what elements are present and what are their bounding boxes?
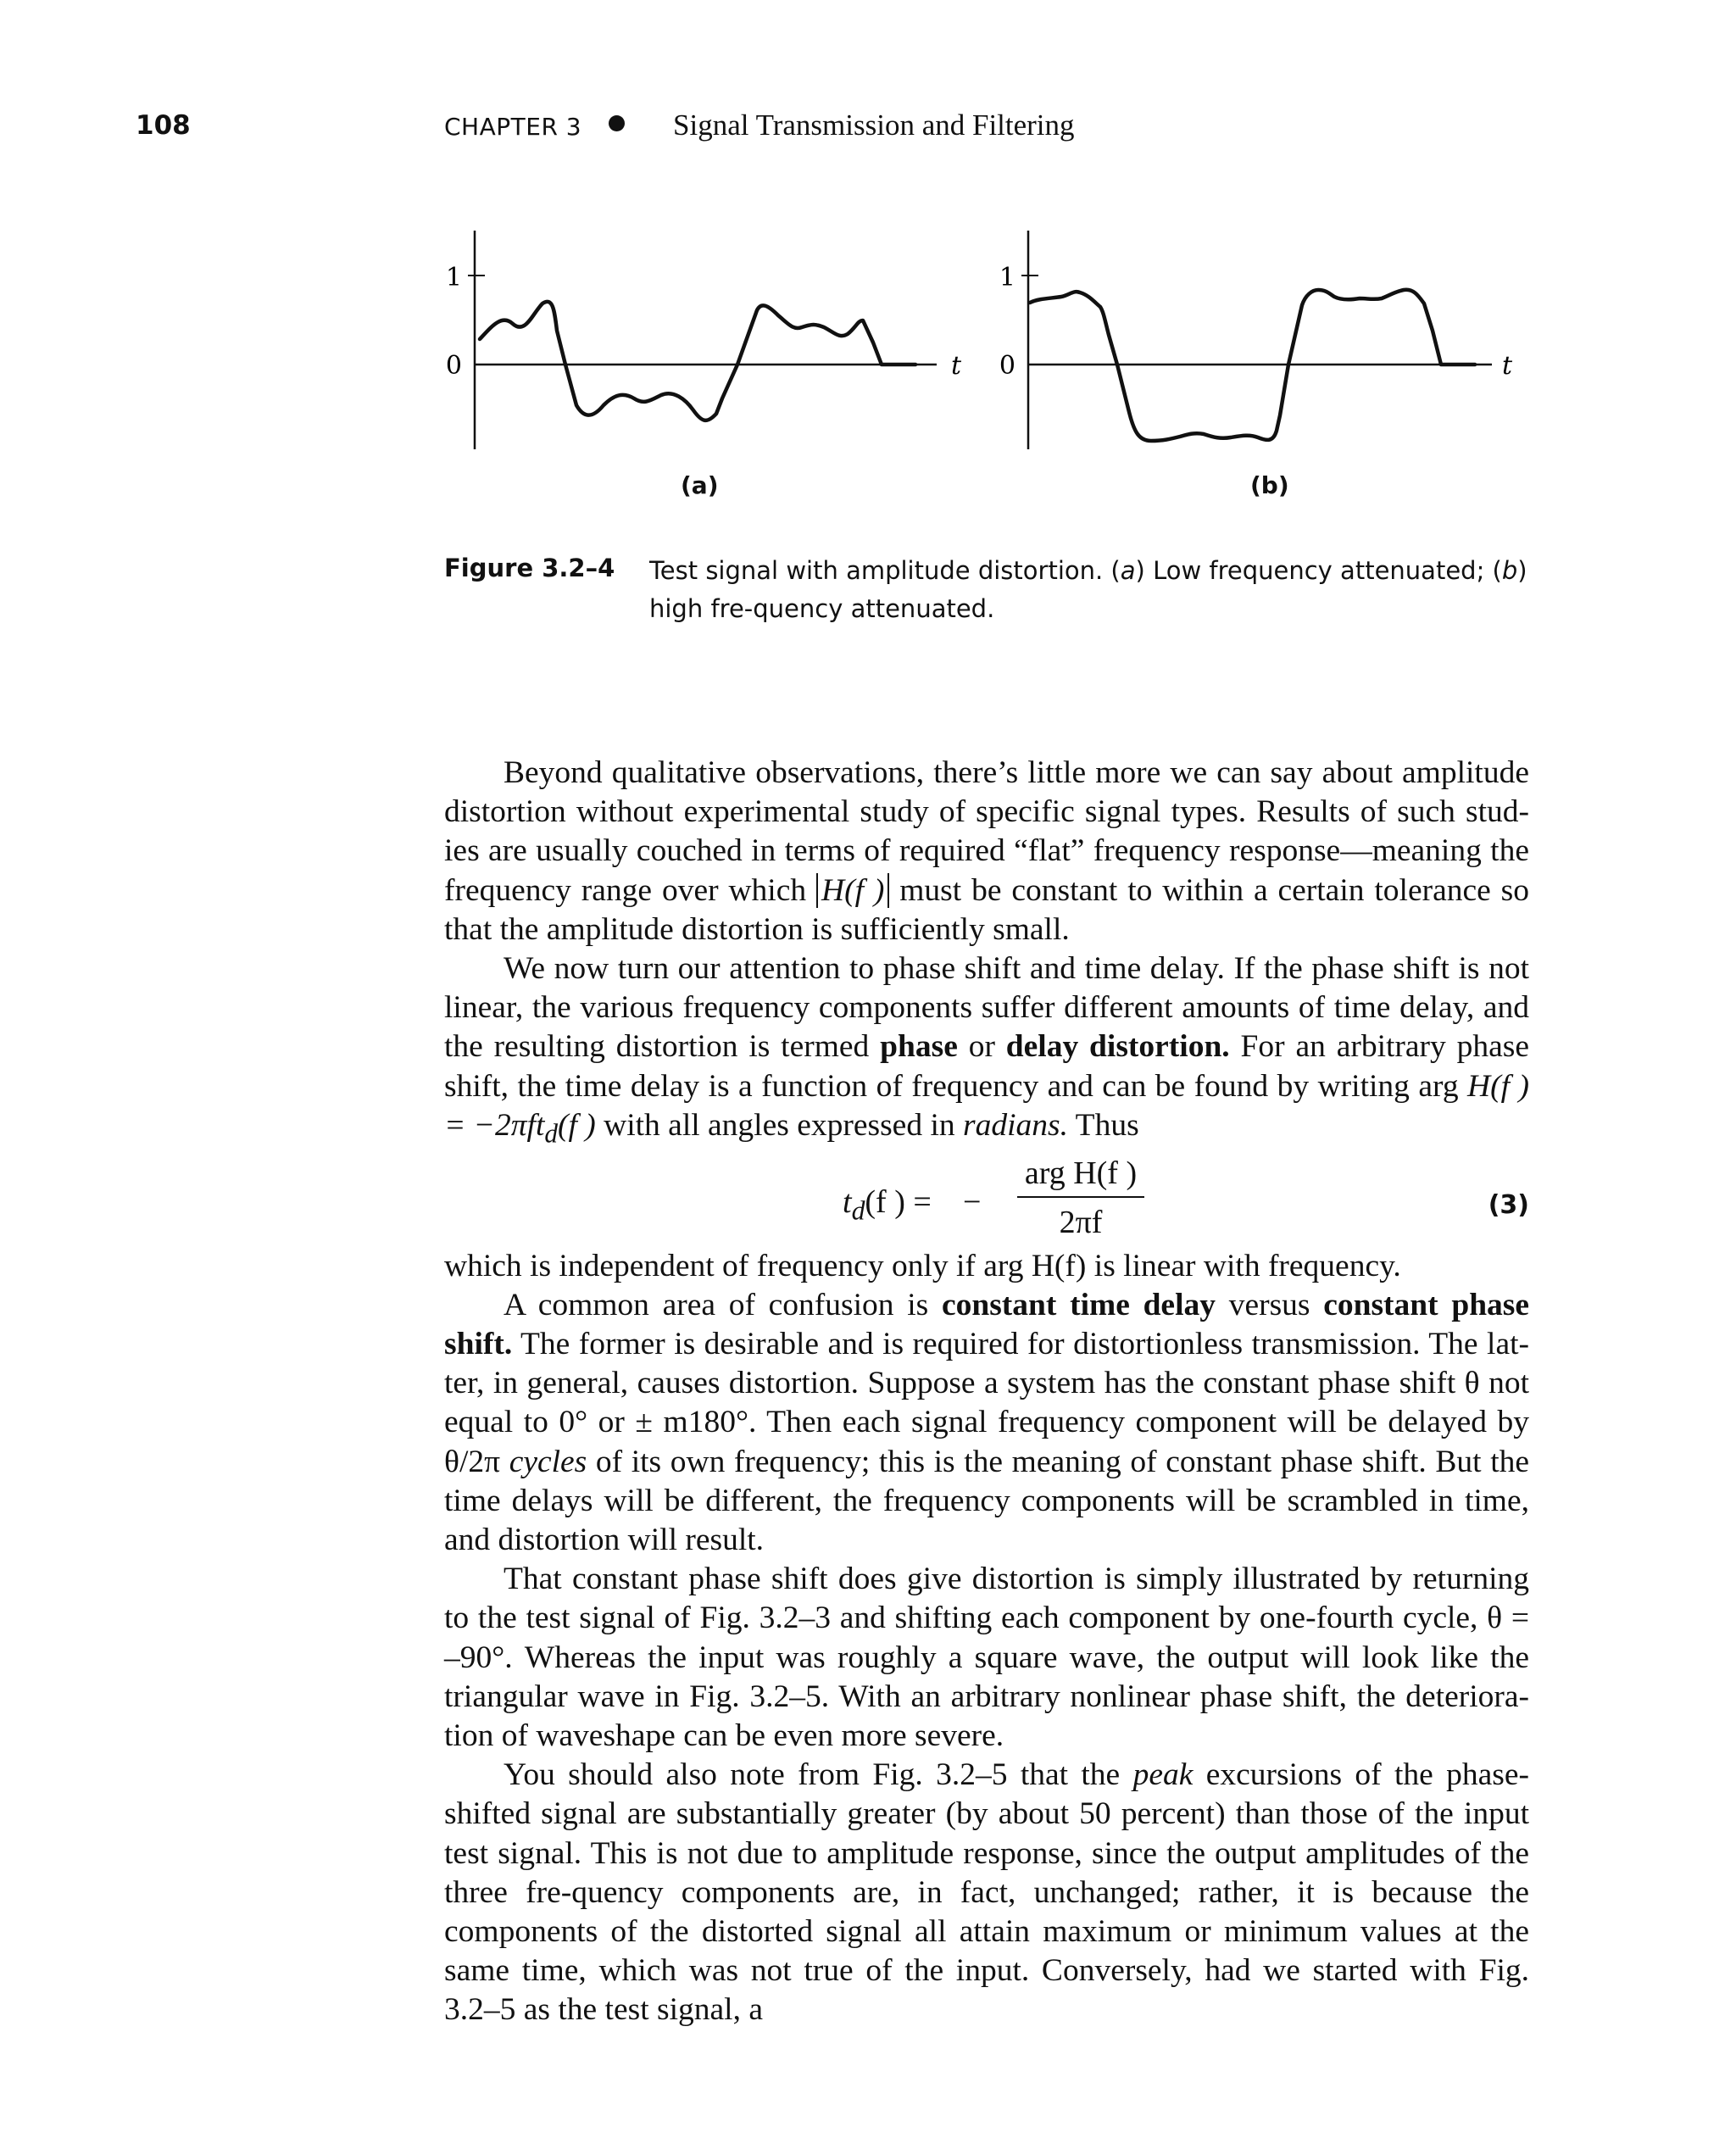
panel-a-t-label: t — [951, 351, 962, 381]
figure-3-2-4 — [0, 0, 1736, 644]
equation-lhs: $t_d(f$ ) = — [843, 1183, 932, 1226]
body-text — [444, 754, 1529, 2030]
panel-b-plot — [999, 231, 1513, 449]
equation-number: (3) — [1488, 1189, 1529, 1220]
panel-a-label: (a) — [681, 471, 719, 499]
paragraph-1: Beyond qualitative observations, there’s little more we can say about amplitude distortion without experimental study of specific signal types. Results of such stud-ies are usually couched in terms of required “flat” frequency response—meaning the frequency range over which H(f ) must be constant to within a certain tolerance so that the amplitude distortion is sufficiently small. — [444, 755, 1530, 947]
page-number: 108 — [136, 110, 191, 141]
equation-denominator: 2πf — [1059, 1204, 1103, 1240]
paragraph-6: You should also note from Fig. 3.2–5 that the peak excursions of the phase-shifted signal are substantially greater (by about 50 percent) than those of the input test signal. This is not due to amplitude response, since the output amplitudes of the three fre-quency components are, in fact, unchanged; rather, it is because the components of the distorted signal all attain maximum or minimum values at the same time, which was not true of the input. Conversely, had we started with Fig. 3.2–5 as the test signal, a — [444, 1757, 1530, 2028]
panel-a-waveform — [480, 302, 915, 420]
panel-b-label-0: 0 — [999, 351, 1015, 381]
panel-b-label: (b) — [1250, 471, 1289, 499]
panel-a-plot — [446, 231, 962, 449]
paragraph-4: A common area of confusion is constant time delay versus constant phase shift. The former is desirable and is required for distortionless transmission. The lat-ter, in general, causes distortion. Suppose a system has the constant phase shift θ not equal to 0° or ± m180°. Then each signal frequency component will be delayed by θ/2π cycles of its own frequency; this is the meaning of constant phase shift. But the time delays will be different, the frequency components will be scrambled in time, and distortion will result. — [444, 1287, 1530, 1557]
equation-minus: − — [963, 1183, 982, 1220]
paragraph-5: That constant phase shift does give distortion is simply illustrated by returning to the test signal of Fig. 3.2–3 and shifting each component by one-fourth cycle, θ = –90°. Whereas the input was roughly a square wave, the output will look like the triangular wave in Fig. 3.2–5. With an arbitrary nonlinear phase shift, the deteriora-tion of waveshape can be even more severe. — [444, 1562, 1529, 1753]
panel-a-label-0: 0 — [445, 351, 462, 381]
equation-fraction — [1017, 1154, 1144, 1242]
panel-b-label-1: 1 — [999, 263, 1015, 292]
panel-b-t-label: t — [1502, 351, 1513, 381]
paragraph-3: which is independent of frequency only if arg H(f) is linear with frequency. — [444, 1248, 1401, 1283]
chapter-title: Signal Transmission and Filtering — [673, 109, 1075, 142]
chapter-label: CHAPTER 3 — [444, 113, 582, 141]
equation-numerator: arg H(f ) — [1017, 1154, 1144, 1198]
paragraph-2: We now turn our attention to phase shift and time delay. If the phase shift is not linear, the various frequency components suffer different amounts of time delay, and the resulting distortion is termed phase or delay distortion. For an arbitrary phase shift, the time delay is a function of frequency and can be found by writing arg H(f ) = −2πft$_d$(f ) with all angles expressed in radians. Thus — [444, 951, 1530, 1149]
equation-3 — [444, 1154, 1529, 1247]
figure-caption: Test signal with amplitude distortion. (a) Low frequency attenuated; (b) high fre-quency attenuated. — [649, 556, 1527, 623]
panel-a-label-1: 1 — [445, 263, 462, 292]
figure-label: Figure 3.2–4 — [444, 554, 615, 582]
